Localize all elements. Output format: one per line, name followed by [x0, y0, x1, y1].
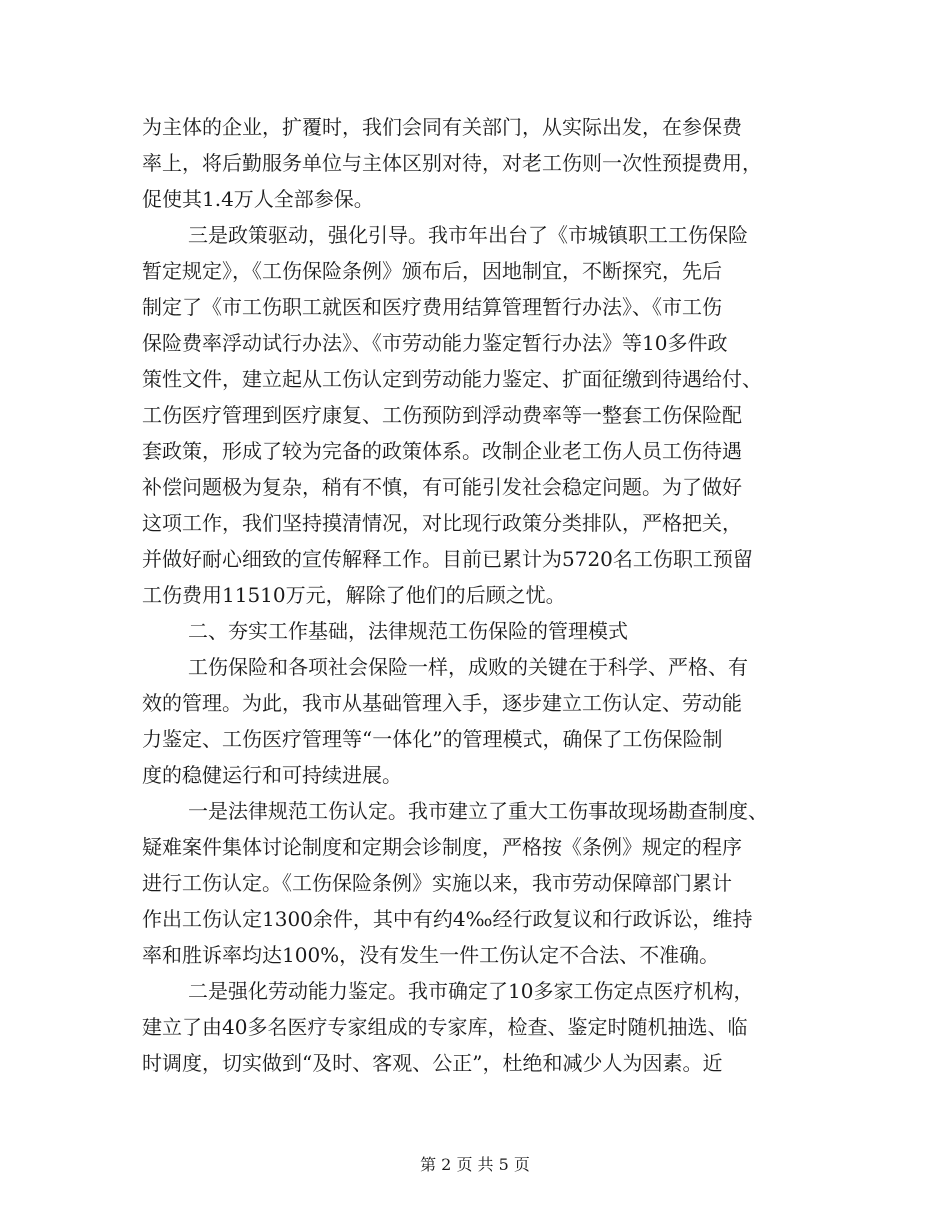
text-line: 进行工伤认定。《工伤保险条例》实施以来，我市劳动保障部门累计: [142, 871, 732, 895]
text-line: 制定了《市工伤职工就医和医疗费用结算管理暂行办法》、《市工伤: [142, 295, 722, 319]
page-footer: 第 2 页 共 5 页: [420, 1155, 530, 1174]
text-line: 工伤保险和各项社会保险一样，成败的关键在于科学、严格、有: [188, 655, 748, 679]
text-line: 工伤医疗管理到医疗康复、工伤预防到浮动费率等一整套工伤保险配: [142, 403, 742, 427]
text-line: 保险费率浮动试行办法》、《市劳动能力鉴定暂行办法》等10多件政: [142, 331, 728, 355]
text-line: 暂定规定》，《工伤保险条例》颁布后，因地制宜，不断探究，先后: [142, 259, 722, 283]
text-line: 作出工伤认定1300余件，其中有约4‰经行政复议和行政诉讼，维持: [142, 907, 753, 931]
text-line: 疑难案件集体讨论制度和定期会诊制度，严格按《条例》规定的程序: [142, 835, 742, 859]
text-line: 为主体的企业，扩覆时，我们会同有关部门，从实际出发，在参保费: [142, 115, 742, 139]
text-line: 策性文件，建立起从工伤认定到劳动能力鉴定、扩面征缴到待遇给付、: [142, 367, 762, 391]
text-line: 时调度，切实做到“及时、客观、公正”，杜绝和减少人为因素。近: [142, 1051, 723, 1075]
text-line: 二是强化劳动能力鉴定。我市确定了10多家工伤定点医疗机构，: [188, 979, 754, 1003]
text-line: 率上，将后勤服务单位与主体区别对待，对老工伤则一次性预提费用，: [142, 151, 762, 175]
text-line: 二、夯实工作基础，法律规范工伤保险的管理模式: [188, 619, 628, 643]
text-line: 力鉴定、工伤医疗管理等“一体化”的管理模式，确保了工伤保险制: [142, 727, 723, 751]
text-line: 建立了由40多名医疗专家组成的专家库，检查、鉴定时随机抽选、临: [142, 1015, 748, 1039]
text-line: 促使其1.4万人全部参保。: [142, 187, 374, 211]
text-line: 补偿问题极为复杂，稍有不慎，有可能引发社会稳定问题。为了做好: [142, 475, 742, 499]
text-line: 率和胜诉率均达100%，没有发生一件工伤认定不合法、不准确。: [142, 943, 720, 967]
text-line: 这项工作，我们坚持摸清情况，对比现行政策分类排队，严格把关，: [142, 511, 742, 535]
text-line: 工伤费用11510万元，解除了他们的后顾之忧。: [142, 583, 566, 607]
text-line: 并做好耐心细致的宣传解释工作。目前已累计为5720名工伤职工预留: [142, 547, 753, 571]
document-body: [142, 109, 802, 1081]
text-line: 套政策，形成了较为完备的政策体系。改制企业老工伤人员工伤待遇: [142, 439, 742, 463]
text-line: 一是法律规范工伤认定。我市建立了重大工伤事故现场勘查制度、: [188, 799, 768, 823]
text-line: 效的管理。为此，我市从基础管理入手，逐步建立工伤认定、劳动能: [142, 691, 742, 715]
text-line: 三是政策驱动，强化引导。我市年出台了《市城镇职工工伤保险: [188, 223, 748, 247]
text-line: 度的稳健运行和可持续进展。: [142, 763, 402, 787]
